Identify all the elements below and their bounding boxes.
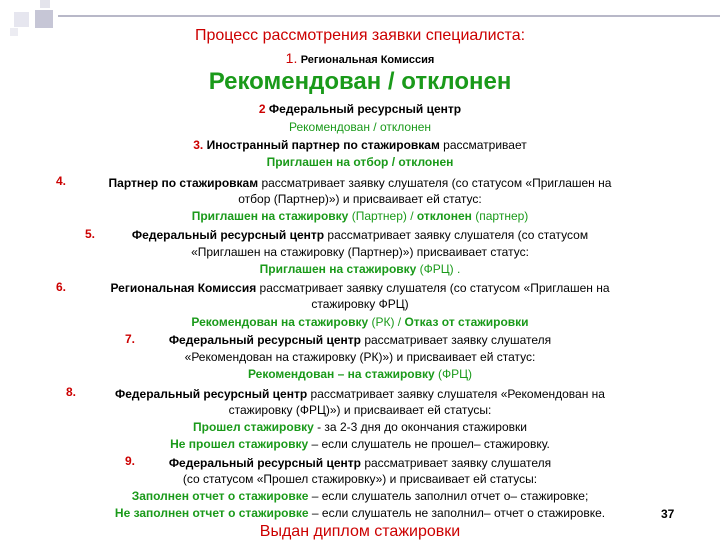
step-4-line-2: отбор (Партнер)») и присваивает ей статус: bbox=[238, 192, 482, 206]
step-8-result-2-a: Не прошел стажировку bbox=[170, 437, 309, 451]
header-rule bbox=[58, 15, 720, 17]
step-6-line-2: стажировку ФРЦ) bbox=[311, 297, 409, 311]
step-1-org: Региональная Комиссия bbox=[300, 54, 435, 66]
step-9-result-1-b: – если слушатель заполнил отчет о– стажировке; bbox=[308, 489, 589, 503]
step-5-result-a: Приглашен на стажировку bbox=[259, 262, 417, 276]
step-4-result-c: отклонен bbox=[416, 209, 472, 223]
step-1-header bbox=[0, 50, 720, 66]
step-2-header bbox=[0, 102, 720, 116]
step-8-line-1 bbox=[0, 387, 720, 401]
step-8-number: 8. bbox=[66, 385, 77, 399]
step-2-number: 2 bbox=[258, 102, 266, 116]
step-9-line-2: (со статусом «Прошел стажировку») и присваивает ей статусы: bbox=[182, 472, 538, 486]
step-8-result-1-a: Прошел стажировку bbox=[193, 420, 314, 434]
step-8-line-2: стажировку (ФРЦ)») и присваивает ей статусы: bbox=[228, 403, 492, 417]
step-4-result-a: Приглашен на стажировку bbox=[191, 209, 349, 223]
step-5-text-1: рассматривает заявку слушателя (со статусом bbox=[324, 228, 589, 242]
step-5-line-2: «Приглашен на стажировку (Партнер)») присваивает статус: bbox=[191, 245, 529, 259]
step-3-number: 3. bbox=[193, 138, 204, 152]
step-6-org: Региональная Комиссия bbox=[110, 281, 257, 295]
step-4-org: Партнер по стажировкам bbox=[108, 176, 259, 190]
decor-square bbox=[35, 10, 53, 28]
step-8-result-1 bbox=[0, 420, 720, 434]
page-number: 37 bbox=[661, 507, 675, 521]
step-5-number: 5. bbox=[85, 227, 96, 241]
step-6-line-1 bbox=[0, 281, 720, 295]
step-7-text-1: рассматривает заявку слушателя bbox=[360, 333, 552, 347]
step-7-result-b: (ФРЦ) bbox=[434, 367, 473, 381]
step-3-action: рассматривает bbox=[439, 138, 527, 152]
step-5-line-1 bbox=[0, 228, 720, 242]
step-2-result: Рекомендован / отклонен bbox=[288, 120, 431, 134]
step-6-result-b: (РК) / bbox=[368, 315, 405, 329]
step-9-result-2 bbox=[0, 506, 720, 520]
step-8-org: Федеральный ресурсный центр bbox=[115, 387, 308, 401]
step-9-number: 9. bbox=[125, 454, 136, 468]
step-7-line-2: «Рекомендован на стажировку (РК)») и присваивает ей статус: bbox=[184, 350, 536, 364]
step-5-result bbox=[0, 262, 720, 276]
step-4-text-1: рассматривает заявку слушателя (со статусом «Приглашен на bbox=[258, 176, 612, 190]
decor-square bbox=[40, 0, 50, 8]
step-8-text-1: рассматривает заявку слушателя «Рекомендован на bbox=[307, 387, 605, 401]
slide-title: Процесс рассмотрения заявки специалиста: bbox=[194, 27, 526, 44]
step-8-result-2 bbox=[0, 437, 720, 451]
step-3-org: Иностранный партнер по стажировкам bbox=[206, 138, 440, 152]
step-9-line-1 bbox=[0, 456, 720, 470]
step-9-org: Федеральный ресурсный центр bbox=[168, 456, 361, 470]
step-9-result-1-a: Заполнен отчет о стажировке bbox=[131, 489, 309, 503]
step-5-result-b: (ФРЦ) . bbox=[416, 262, 461, 276]
step-8-result-1-b: - за 2-3 дня до окончания стажировки bbox=[313, 420, 527, 434]
step-7-number: 7. bbox=[125, 332, 136, 346]
step-1-result: Рекомендован / отклонен bbox=[208, 68, 512, 95]
step-4-result-d: (партнер) bbox=[471, 209, 529, 223]
step-6-number: 6. bbox=[56, 280, 67, 294]
step-9-text-1: рассматривает заявку слушателя bbox=[360, 456, 552, 470]
step-8-result-2-b: – если слушатель не прошел– стажировку. bbox=[308, 437, 550, 451]
step-7-org: Федеральный ресурсный центр bbox=[168, 333, 361, 347]
step-7-line-1 bbox=[0, 333, 720, 347]
step-6-text-1: рассматривает заявку слушателя (со статусом «Приглашен на bbox=[256, 281, 610, 295]
step-9-result-2-a: Не заполнен отчет о стажировке bbox=[114, 506, 309, 520]
slide-footer: Выдан диплом стажировки bbox=[259, 523, 461, 540]
step-9-result-1 bbox=[0, 489, 720, 503]
step-5-org: Федеральный ресурсный центр bbox=[131, 228, 325, 242]
step-4-line-1 bbox=[0, 176, 720, 190]
step-4-number: 4. bbox=[56, 174, 67, 188]
step-6-result-a: Рекомендован на стажировку bbox=[191, 315, 369, 329]
step-1-number: 1. bbox=[285, 50, 298, 66]
step-3-result: Приглашен на отбор / отклонен bbox=[266, 155, 454, 169]
step-9-result-2-b: – если слушатель не заполнил– отчет о стажировке. bbox=[308, 506, 606, 520]
step-6-result-c: Отказ от стажировки bbox=[404, 315, 529, 329]
step-4-result bbox=[0, 209, 720, 223]
step-4-result-b: (Партнер) / bbox=[348, 209, 417, 223]
step-2-org: Федеральный ресурсный центр bbox=[268, 102, 462, 116]
step-7-result-a: Рекомендован – на стажировку bbox=[247, 367, 435, 381]
decor-square bbox=[14, 12, 29, 27]
step-6-result bbox=[0, 315, 720, 329]
step-3-header bbox=[0, 138, 720, 152]
step-7-result bbox=[0, 367, 720, 381]
